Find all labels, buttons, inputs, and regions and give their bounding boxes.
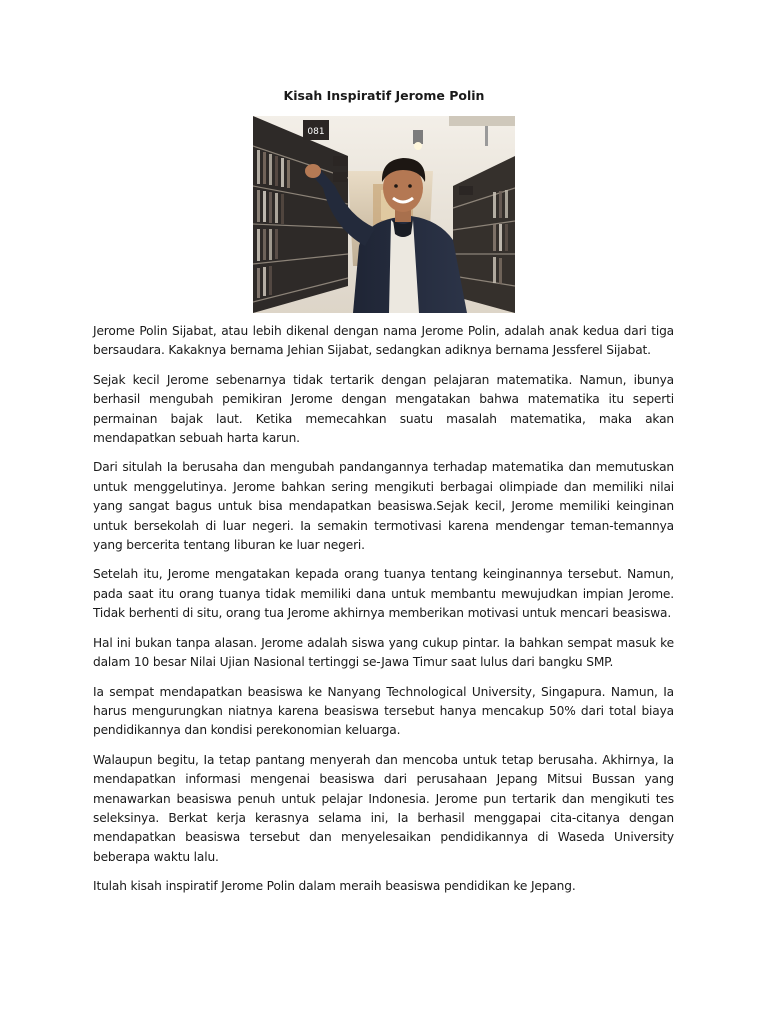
paragraph-6: Ia sempat mendapatkan beasiswa ke Nanyang Technological University, Singapura. Namun, Ia harus mengurungkan niatnya karena beasiswa tersebut hanya mencakup 50% dari total biaya pendidikannya dan kondisi perekonomian keluarga. xyxy=(93,684,674,738)
paragraph-1: Jerome Polin Sijabat, atau lebih dikenal dengan nama Jerome Polin, adalah anak kedua dari tiga bersaudara. Kakaknya bernama Jehian Sijabat, sedangkan adiknya bernama Jessferel Sijabat. xyxy=(93,324,674,358)
paragraph-5: Hal ini bukan tanpa alasan. Jerome adalah siswa yang cukup pintar. Ia bahkan sempat masuk ke dalam 10 besar Nilai Ujian Nasional tertinggi se-Jawa Timur saat lulus dari bangku SMP. xyxy=(93,635,674,670)
shelf-sign-label: 081 xyxy=(307,127,325,137)
document-title: Kisah Inspiratif Jerome Polin xyxy=(283,88,485,103)
paragraph-3: Dari situlah Ia berusaha dan mengubah pandangannya terhadap matematika dan memutuskan untuk menggelutinya. Jerome bahkan sering mengikuti berbagai olimpiade dan memiliki nilai yang sangat bagus untuk bisa mendapatkan beasiswa.Sejak kecil, Jerome memiliki keinginan untuk bersekolah di luar negeri. Ia semakin termotivasi karena mendengar teman-temannya yang bercerita tentang liburan ke luar negeri. xyxy=(93,460,674,553)
paragraph-8: Itulah kisah inspiratif Jerome Polin dalam meraih beasiswa pendidikan ke Jepang. xyxy=(93,879,576,894)
paragraph-4: Setelah itu, Jerome mengatakan kepada orang tuanya tentang keinginannya tersebut. Namun, pada saat itu orang tuanya tidak memiliki dana untuk membantu mewujudkan impian Jerome. Tidak berhenti di situ, orang tua Jerome akhirnya memberikan motivasi untuk mencari beasiswa. xyxy=(93,567,674,621)
photo-illustration xyxy=(253,116,515,313)
paragraph-2: Sejak kecil Jerome sebenarnya tidak tertarik dengan pelajaran matematika. Namun, ibunya berhasil mengubah pemikiran Jerome dengan mengatakan bahwa matematika itu seperti permainan bajak laut. Ketika memecahkan suatu masalah matematika, maka akan mendapatkan sebuah harta karun. xyxy=(93,372,674,446)
paragraph-7: Walaupun begitu, Ia tetap pantang menyerah dan mencoba untuk tetap berusaha. Akhirnya, Ia mendapatkan informasi mengenai beasiswa dari perusahaan Jepang Mitsui Bussan yang menawarkan beasiswa penuh untuk pelajar Indonesia. Jerome pun tertarik dan mengikuti tes seleksinya. Berkat kerja kerasnya selama ini, Ia berhasil menggapai cita-citanya dengan mendapatkan beasiswa tersebut dan menyelesaikan pendidikannya di Waseda University beberapa waktu lalu. xyxy=(93,752,674,864)
article-body xyxy=(93,322,674,907)
photo-jerome-polin xyxy=(253,116,515,313)
